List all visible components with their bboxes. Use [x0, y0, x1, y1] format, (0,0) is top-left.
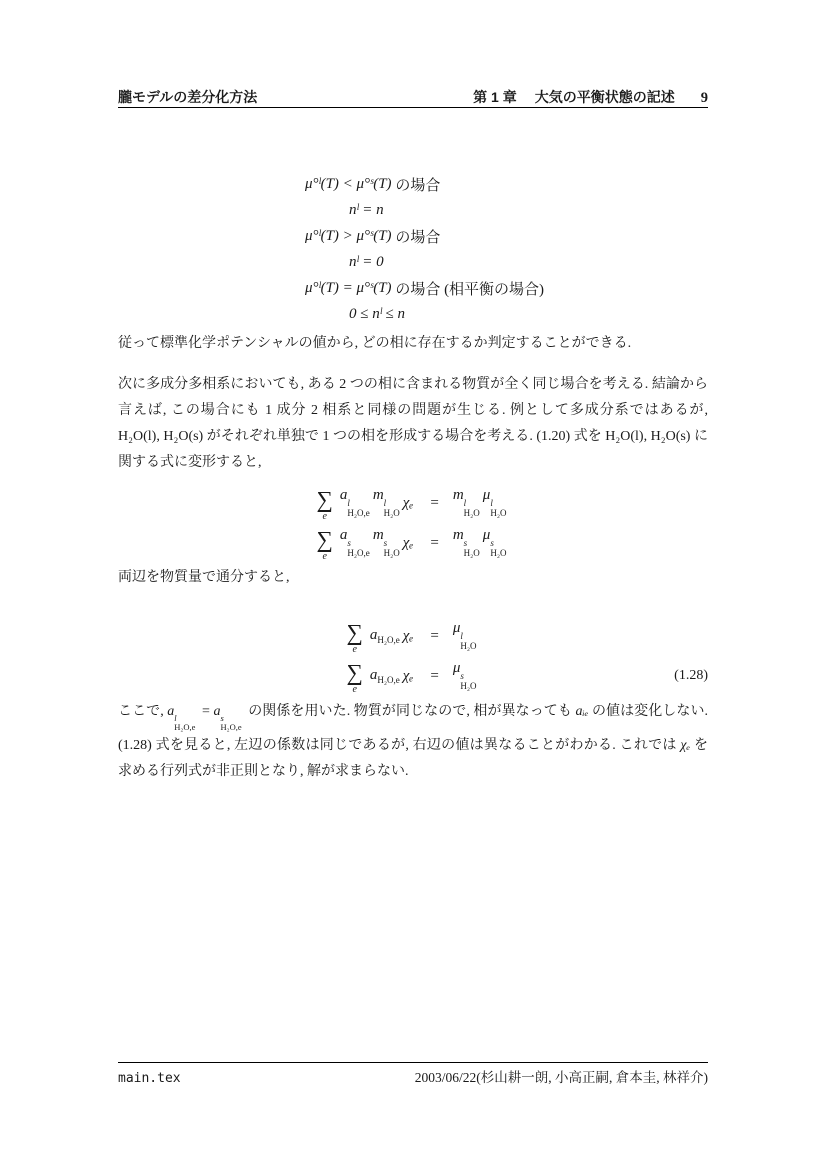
header-rule	[118, 107, 708, 108]
summation-symbol: ∑ e	[316, 487, 333, 522]
summation-symbol: ∑ e	[316, 527, 333, 562]
case-condition	[305, 275, 544, 301]
summation-symbol: ∑ e	[346, 660, 363, 695]
inline-a-ie: aᵢₑ	[575, 704, 589, 719]
paragraph-text: の関係を用いた. 物質が同じなので, 相が異なっても	[244, 704, 576, 719]
case-condition-math: μ°ˡ(T) > μ°ˢ(T)	[305, 227, 392, 244]
page-footer	[118, 1066, 708, 1086]
equals-sign: =	[198, 704, 214, 719]
summation-symbol: ∑ e	[346, 620, 363, 655]
equation-block-reduced	[118, 616, 708, 696]
chapter-title: 大気の平衡状態の記述	[534, 89, 675, 105]
paragraph-singular-matrix	[118, 699, 708, 785]
equation-row-liquid	[118, 616, 708, 656]
page-number: 9	[700, 90, 708, 106]
equals-sign: =	[430, 627, 439, 644]
chi-term: χₑ	[402, 667, 414, 684]
mu-term: μ l H₂O	[482, 487, 507, 518]
case-result-math: 0 ≤ nˡ ≤ n	[349, 305, 406, 322]
paragraph-conclusion: 従って標準化学ポテンシャルの値から, どの相に存在するか判定することができる.	[118, 336, 632, 351]
mass-m-term: m l H₂O	[452, 487, 480, 518]
equals-sign: =	[430, 534, 439, 551]
coefficient-a-term: a l H₂O,e	[339, 487, 370, 518]
paragraph-text: を求める行列式が非正則となり, 解が求まらない.	[118, 737, 708, 779]
running-head-chapter	[473, 87, 708, 107]
page-header	[118, 87, 708, 107]
source-filename: main.tex	[118, 1071, 181, 1086]
equation-row-solid	[118, 656, 708, 696]
case-condition-math: μ°ˡ(T) = μ°ˢ(T)	[305, 279, 392, 296]
chi-term: χₑ	[402, 534, 414, 551]
case-condition-suffix: の場合	[391, 177, 441, 194]
equation-number: (1.28)	[674, 668, 708, 683]
running-head-title: 朧モデルの差分化方法	[118, 89, 258, 105]
paragraph-divide-by-amount: 両辺を物質量で通分すると,	[118, 570, 290, 585]
inline-a-liquid: a l H₂O,e	[167, 704, 196, 733]
case-result	[349, 301, 544, 327]
equals-sign: =	[430, 667, 439, 684]
equals-sign: =	[430, 494, 439, 511]
coefficient-a-term: a s H₂O,e	[339, 527, 370, 558]
mu-term: μ l H₂O	[452, 620, 477, 651]
case-result-math: nˡ = 0	[349, 253, 384, 270]
case-result	[349, 197, 544, 223]
coefficient-a-term: $a_{H_2O,e}$	[369, 627, 400, 645]
mass-m-term: m s H₂O	[372, 527, 400, 558]
mu-term: μ s H₂O	[482, 527, 507, 558]
equation-block-mass-weighted	[118, 483, 708, 563]
footer-rule	[118, 1062, 708, 1063]
case-result	[349, 249, 544, 275]
mass-m-term: m l H₂O	[372, 487, 400, 518]
case-condition	[305, 223, 544, 249]
case-condition-suffix: の場合	[391, 229, 441, 246]
date-authors: 2003/06/22(杉山耕一朗, 小高正嗣, 倉本圭, 林祥介)	[414, 1070, 708, 1085]
paragraph-multicomponent: 次に多成分多相系においても, ある 2 つの相に含まれる物質が全く同じ場合を考える. 結論から言えば, この場合にも 1 成分 2 相系と同様の問題が生じる. 例として多成分系ではあるが, H₂O(l), H₂O(s) がそれぞれ単独で 1 つの相を形成する場合を考える. (1.20) 式を H₂O(l), H₂O(s) に関する式に変形すると,	[118, 377, 708, 470]
chi-term: χₑ	[402, 627, 414, 644]
case-result-math: nˡ = n	[349, 201, 384, 218]
chi-term: χₑ	[402, 494, 414, 511]
case-condition-suffix: の場合 (相平衡の場合)	[391, 281, 545, 298]
mass-m-term: m s H₂O	[452, 527, 480, 558]
paragraph-text: ここで,	[118, 704, 168, 719]
coefficient-a-term: $a_{H_2O,e}$	[369, 667, 400, 685]
inline-a-solid: a s H₂O,e	[213, 704, 242, 733]
paragraph-text: の値は変化しない. (1.28) 式を見ると, 左辺の係数は同じであるが, 右辺の値は異なることがわかる. これでは	[118, 704, 709, 753]
case-condition	[305, 171, 544, 197]
case-condition-math: μ°ˡ(T) < μ°ˢ(T)	[305, 175, 392, 192]
equation-row-solid	[118, 523, 708, 563]
chapter-label: 第 1 章	[473, 89, 517, 105]
equation-row-liquid	[118, 483, 708, 523]
mu-term: μ s H₂O	[452, 660, 477, 691]
inline-chi-e: χₑ	[680, 737, 691, 753]
equation-block-cases	[305, 171, 544, 327]
